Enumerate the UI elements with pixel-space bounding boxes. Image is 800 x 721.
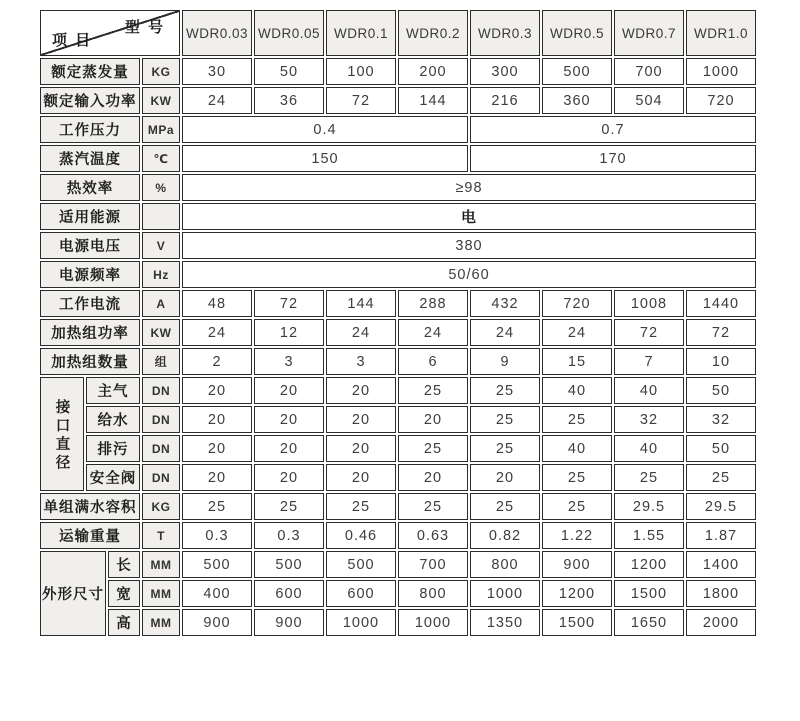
- value-cell: 1440: [686, 290, 756, 317]
- value-cell-span: 50/60: [182, 261, 756, 288]
- value-cell-span: 电: [182, 203, 756, 230]
- row-efficiency: [40, 174, 756, 201]
- value-cell: 40: [542, 377, 612, 404]
- row-label: 工作电流: [40, 290, 140, 317]
- value-cell: 7: [614, 348, 684, 375]
- value-cell: 300: [470, 58, 540, 85]
- value-cell: 0.3: [182, 522, 252, 549]
- model-header-wdr005: WDR0.05: [254, 10, 324, 56]
- value-cell: 1650: [614, 609, 684, 636]
- value-cell-span-left: 0.4: [182, 116, 468, 143]
- unit-cell: DN: [142, 406, 180, 433]
- row-heater-power: [40, 319, 756, 346]
- row-water-volume: [40, 493, 756, 520]
- unit-cell: KW: [142, 319, 180, 346]
- row-input-power: [40, 87, 756, 114]
- value-cell-span: 380: [182, 232, 756, 259]
- value-cell: 25: [542, 464, 612, 491]
- row-port-feed-water: [40, 406, 756, 433]
- sub-row-label: 高: [108, 609, 140, 636]
- value-cell: 3: [254, 348, 324, 375]
- value-cell: 36: [254, 87, 324, 114]
- value-cell: 600: [326, 580, 396, 607]
- unit-cell: DN: [142, 464, 180, 491]
- value-cell: 720: [686, 87, 756, 114]
- unit-cell: 组: [142, 348, 180, 375]
- row-current: [40, 290, 756, 317]
- value-cell: 144: [398, 87, 468, 114]
- sub-row-label: 给水: [86, 406, 140, 433]
- value-cell: 25: [398, 377, 468, 404]
- row-label: 蒸汽温度: [40, 145, 140, 172]
- value-cell: 432: [470, 290, 540, 317]
- value-cell: 1.55: [614, 522, 684, 549]
- group-label-ports: 接口直径: [40, 377, 84, 491]
- spec-table: [38, 8, 758, 638]
- unit-cell: MM: [142, 609, 180, 636]
- value-cell: 9: [470, 348, 540, 375]
- value-cell: 15: [542, 348, 612, 375]
- row-port-blowdown: [40, 435, 756, 462]
- value-cell: 20: [182, 377, 252, 404]
- value-cell: 20: [254, 406, 324, 433]
- value-cell: 20: [182, 435, 252, 462]
- value-cell: 25: [182, 493, 252, 520]
- sub-row-label: 宽: [108, 580, 140, 607]
- value-cell: 25: [542, 406, 612, 433]
- value-cell: 504: [614, 87, 684, 114]
- value-cell: 40: [542, 435, 612, 462]
- value-cell: 1200: [614, 551, 684, 578]
- value-cell: 25: [470, 493, 540, 520]
- row-label: 加热组数量: [40, 348, 140, 375]
- value-cell: 500: [182, 551, 252, 578]
- value-cell: 20: [326, 377, 396, 404]
- value-cell: 1350: [470, 609, 540, 636]
- row-label: 工作压力: [40, 116, 140, 143]
- value-cell: 400: [182, 580, 252, 607]
- value-cell: 72: [254, 290, 324, 317]
- value-cell: 48: [182, 290, 252, 317]
- value-cell: 1.87: [686, 522, 756, 549]
- value-cell: 20: [398, 464, 468, 491]
- unit-cell: A: [142, 290, 180, 317]
- row-evaporation: [40, 58, 756, 85]
- value-cell: 72: [614, 319, 684, 346]
- value-cell: 1.22: [542, 522, 612, 549]
- row-port-steam-outlet: [40, 377, 756, 404]
- value-cell: 100: [326, 58, 396, 85]
- value-cell: 24: [182, 319, 252, 346]
- value-cell: 24: [182, 87, 252, 114]
- value-cell: 12: [254, 319, 324, 346]
- header-row: [40, 10, 756, 56]
- unit-cell: Hz: [142, 261, 180, 288]
- sub-row-label: 长: [108, 551, 140, 578]
- value-cell: 25: [470, 435, 540, 462]
- value-cell: 720: [542, 290, 612, 317]
- value-cell: 800: [470, 551, 540, 578]
- value-cell: 1500: [542, 609, 612, 636]
- row-transport-weight: [40, 522, 756, 549]
- row-heater-count: [40, 348, 756, 375]
- value-cell: 1008: [614, 290, 684, 317]
- value-cell-span-right: 170: [470, 145, 756, 172]
- value-cell: 29.5: [614, 493, 684, 520]
- value-cell: 500: [542, 58, 612, 85]
- value-cell: 25: [542, 493, 612, 520]
- value-cell: 20: [254, 377, 324, 404]
- value-cell: 1200: [542, 580, 612, 607]
- row-label: 额定蒸发量: [40, 58, 140, 85]
- value-cell: 0.63: [398, 522, 468, 549]
- unit-cell: DN: [142, 377, 180, 404]
- unit-cell: KG: [142, 58, 180, 85]
- value-cell: 2: [182, 348, 252, 375]
- row-label: 加热组功率: [40, 319, 140, 346]
- value-cell: 200: [398, 58, 468, 85]
- corner-model-label: 型 号: [124, 19, 165, 36]
- value-cell: 0.3: [254, 522, 324, 549]
- model-header-wdr07: WDR0.7: [614, 10, 684, 56]
- value-cell: 500: [326, 551, 396, 578]
- value-cell: 30: [182, 58, 252, 85]
- row-label: 运输重量: [40, 522, 140, 549]
- value-cell: 10: [686, 348, 756, 375]
- value-cell: 25: [398, 493, 468, 520]
- value-cell: 900: [182, 609, 252, 636]
- row-label: 热效率: [40, 174, 140, 201]
- model-header-wdr01: WDR0.1: [326, 10, 396, 56]
- value-cell: 1000: [686, 58, 756, 85]
- value-cell: 72: [686, 319, 756, 346]
- value-cell: 40: [614, 435, 684, 462]
- value-cell: 24: [470, 319, 540, 346]
- value-cell: 25: [470, 377, 540, 404]
- value-cell: 900: [254, 609, 324, 636]
- value-cell-span-right: 0.7: [470, 116, 756, 143]
- value-cell: 25: [254, 493, 324, 520]
- unit-cell: MM: [142, 551, 180, 578]
- value-cell: 500: [254, 551, 324, 578]
- row-pressure: [40, 116, 756, 143]
- row-port-safety-valve: [40, 464, 756, 491]
- row-dim-height: [40, 609, 756, 636]
- unit-cell: MPa: [142, 116, 180, 143]
- value-cell: 0.82: [470, 522, 540, 549]
- row-energy: [40, 203, 756, 230]
- value-cell: 40: [614, 377, 684, 404]
- value-cell: 1000: [398, 609, 468, 636]
- value-cell: 1500: [614, 580, 684, 607]
- value-cell: 20: [254, 464, 324, 491]
- model-header-wdr03: WDR0.3: [470, 10, 540, 56]
- value-cell: 800: [398, 580, 468, 607]
- row-label: 适用能源: [40, 203, 140, 230]
- spec-table-container: [38, 8, 758, 638]
- value-cell: 700: [614, 58, 684, 85]
- value-cell: 6: [398, 348, 468, 375]
- value-cell: 20: [182, 464, 252, 491]
- value-cell: 25: [326, 493, 396, 520]
- value-cell: 32: [686, 406, 756, 433]
- unit-cell: DN: [142, 435, 180, 462]
- value-cell: 24: [542, 319, 612, 346]
- unit-cell: T: [142, 522, 180, 549]
- row-label: 单组满水容积: [40, 493, 140, 520]
- row-frequency: [40, 261, 756, 288]
- value-cell: 1000: [470, 580, 540, 607]
- value-cell: 0.46: [326, 522, 396, 549]
- value-cell: 360: [542, 87, 612, 114]
- value-cell: 1000: [326, 609, 396, 636]
- value-cell-span: ≥98: [182, 174, 756, 201]
- value-cell: 1800: [686, 580, 756, 607]
- corner-item-label: 项 目: [52, 32, 93, 49]
- sub-row-label: 主气: [86, 377, 140, 404]
- row-dim-width: [40, 580, 756, 607]
- value-cell: 2000: [686, 609, 756, 636]
- unit-cell: MM: [142, 580, 180, 607]
- value-cell: 32: [614, 406, 684, 433]
- model-header-wdr003: WDR0.03: [182, 10, 252, 56]
- value-cell: 29.5: [686, 493, 756, 520]
- value-cell: 20: [470, 464, 540, 491]
- unit-cell: KG: [142, 493, 180, 520]
- value-cell: 25: [614, 464, 684, 491]
- value-cell: 216: [470, 87, 540, 114]
- value-cell: 1400: [686, 551, 756, 578]
- value-cell: 24: [398, 319, 468, 346]
- row-voltage: [40, 232, 756, 259]
- model-header-wdr05: WDR0.5: [542, 10, 612, 56]
- model-header-wdr02: WDR0.2: [398, 10, 468, 56]
- value-cell: 25: [686, 464, 756, 491]
- value-cell: 25: [470, 406, 540, 433]
- value-cell: 600: [254, 580, 324, 607]
- value-cell: 288: [398, 290, 468, 317]
- value-cell: 900: [542, 551, 612, 578]
- unit-cell: KW: [142, 87, 180, 114]
- value-cell-span-left: 150: [182, 145, 468, 172]
- row-label: 电源电压: [40, 232, 140, 259]
- value-cell: 700: [398, 551, 468, 578]
- value-cell: 20: [326, 406, 396, 433]
- value-cell: 3: [326, 348, 396, 375]
- group-label-dimensions: 外形尺寸: [40, 551, 106, 636]
- unit-cell: V: [142, 232, 180, 259]
- value-cell: 20: [398, 406, 468, 433]
- value-cell: 20: [326, 464, 396, 491]
- sub-row-label: 排污: [86, 435, 140, 462]
- unit-cell: [142, 203, 180, 230]
- value-cell: 50: [254, 58, 324, 85]
- unit-cell: %: [142, 174, 180, 201]
- row-label: 额定输入功率: [40, 87, 140, 114]
- sub-row-label: 安全阀: [86, 464, 140, 491]
- value-cell: 144: [326, 290, 396, 317]
- row-dim-length: [40, 551, 756, 578]
- row-label: 电源频率: [40, 261, 140, 288]
- model-header-wdr10: WDR1.0: [686, 10, 756, 56]
- corner-cell: [40, 10, 180, 56]
- value-cell: 20: [326, 435, 396, 462]
- value-cell: 20: [254, 435, 324, 462]
- value-cell: 50: [686, 435, 756, 462]
- value-cell: 20: [182, 406, 252, 433]
- value-cell: 72: [326, 87, 396, 114]
- value-cell: 50: [686, 377, 756, 404]
- row-steam-temp: [40, 145, 756, 172]
- unit-cell: ℃: [142, 145, 180, 172]
- value-cell: 24: [326, 319, 396, 346]
- value-cell: 25: [398, 435, 468, 462]
